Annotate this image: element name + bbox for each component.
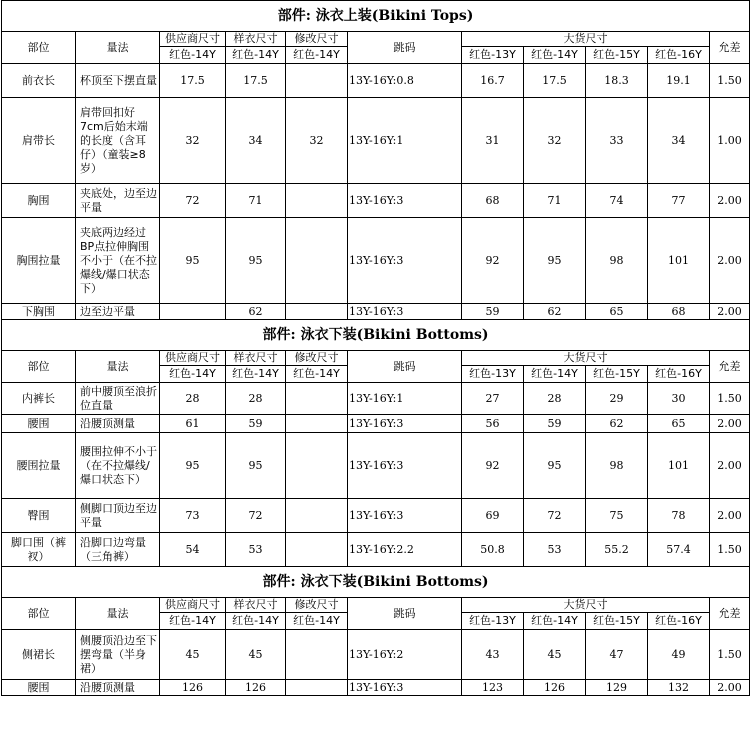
header-color-size: 红色-13Y [462, 366, 524, 383]
header-color-size: 红色-14Y [226, 366, 286, 383]
cell-size-14y: 32 [524, 98, 586, 184]
cell-size-16y: 101 [648, 433, 710, 499]
cell-sample-size: 28 [226, 383, 286, 415]
cell-supplier-size: 95 [160, 218, 226, 304]
size-spec-table [1, 0, 750, 696]
cell-method: 肩带回扣好7cm后始末端的长度（含耳仔）（童装≥8岁） [76, 98, 160, 184]
cell-modified-size [286, 533, 348, 567]
cell-tolerance: 2.00 [710, 184, 750, 218]
cell-method: 杯顶至下摆直量 [76, 64, 160, 98]
cell-sample-size: 126 [226, 680, 286, 696]
header-bulk-size: 大货尺寸 [462, 351, 710, 366]
cell-supplier-size: 95 [160, 433, 226, 499]
cell-part: 胸围 [2, 184, 76, 218]
cell-size-13y: 16.7 [462, 64, 524, 98]
cell-jump: 13Y-16Y:2 [348, 630, 462, 680]
cell-jump: 13Y-16Y:1 [348, 98, 462, 184]
cell-supplier-size: 72 [160, 184, 226, 218]
cell-size-13y: 68 [462, 184, 524, 218]
cell-sample-size: 72 [226, 499, 286, 533]
header-jump: 跳码 [348, 32, 462, 64]
header-modified-size: 修改尺寸 [286, 32, 348, 47]
cell-method: 边至边平量 [76, 304, 160, 320]
cell-size-13y: 59 [462, 304, 524, 320]
cell-jump: 13Y-16Y:1 [348, 383, 462, 415]
header-row [2, 32, 750, 47]
cell-method: 沿腰顶测量 [76, 415, 160, 433]
header-color-size: 红色-16Y [648, 47, 710, 64]
cell-part: 脚口围（裤衩） [2, 533, 76, 567]
cell-size-14y: 126 [524, 680, 586, 696]
cell-size-13y: 27 [462, 383, 524, 415]
cell-size-15y: 55.2 [586, 533, 648, 567]
cell-tolerance: 1.50 [710, 64, 750, 98]
cell-size-13y: 69 [462, 499, 524, 533]
header-color-size: 红色-14Y [286, 47, 348, 64]
cell-size-14y: 72 [524, 499, 586, 533]
section-title-row [2, 567, 750, 598]
header-color-size: 红色-14Y [524, 613, 586, 630]
cell-size-14y: 62 [524, 304, 586, 320]
cell-method: 夹底两边经过BP点拉伸胸围不小于（在不拉爆线/爆口状态下） [76, 218, 160, 304]
header-bulk-size: 大货尺寸 [462, 598, 710, 613]
table-row [2, 499, 750, 533]
cell-part: 下胸围 [2, 304, 76, 320]
header-sample-size: 样衣尺寸 [226, 598, 286, 613]
cell-sample-size: 53 [226, 533, 286, 567]
cell-sample-size: 34 [226, 98, 286, 184]
cell-tolerance: 2.00 [710, 433, 750, 499]
cell-tolerance: 2.00 [710, 415, 750, 433]
header-jump: 跳码 [348, 598, 462, 630]
header-color-size: 红色-14Y [286, 366, 348, 383]
cell-method: 腰围拉伸不小于（在不拉爆线/爆口状态下） [76, 433, 160, 499]
cell-sample-size: 17.5 [226, 64, 286, 98]
cell-sample-size: 62 [226, 304, 286, 320]
cell-sample-size: 59 [226, 415, 286, 433]
cell-method: 沿脚口边弯量（三角裤） [76, 533, 160, 567]
cell-method: 夹底处，边至边平量 [76, 184, 160, 218]
table-row [2, 415, 750, 433]
cell-size-15y: 129 [586, 680, 648, 696]
cell-sample-size: 71 [226, 184, 286, 218]
header-color-size: 红色-13Y [462, 47, 524, 64]
cell-size-15y: 29 [586, 383, 648, 415]
cell-size-13y: 50.8 [462, 533, 524, 567]
cell-tolerance: 2.00 [710, 680, 750, 696]
header-supplier-size: 供应商尺寸 [160, 351, 226, 366]
header-color-size: 红色-14Y [160, 366, 226, 383]
cell-jump: 13Y-16Y:2.2 [348, 533, 462, 567]
header-method: 量法 [76, 598, 160, 630]
cell-size-16y: 65 [648, 415, 710, 433]
cell-supplier-size [160, 304, 226, 320]
cell-jump: 13Y-16Y:3 [348, 218, 462, 304]
cell-size-14y: 95 [524, 433, 586, 499]
header-supplier-size: 供应商尺寸 [160, 598, 226, 613]
table-row [2, 64, 750, 98]
header-color-size: 红色-14Y [286, 613, 348, 630]
header-jump: 跳码 [348, 351, 462, 383]
header-modified-size: 修改尺寸 [286, 598, 348, 613]
cell-size-15y: 98 [586, 433, 648, 499]
cell-size-15y: 18.3 [586, 64, 648, 98]
cell-size-16y: 49 [648, 630, 710, 680]
cell-sample-size: 95 [226, 218, 286, 304]
cell-supplier-size: 54 [160, 533, 226, 567]
cell-supplier-size: 17.5 [160, 64, 226, 98]
header-color-size: 红色-16Y [648, 613, 710, 630]
header-color-size: 红色-14Y [160, 613, 226, 630]
cell-supplier-size: 32 [160, 98, 226, 184]
table-row [2, 98, 750, 184]
cell-modified-size [286, 415, 348, 433]
cell-modified-size: 32 [286, 98, 348, 184]
cell-supplier-size: 45 [160, 630, 226, 680]
cell-size-14y: 59 [524, 415, 586, 433]
cell-supplier-size: 73 [160, 499, 226, 533]
header-color-size: 红色-15Y [586, 47, 648, 64]
cell-modified-size [286, 64, 348, 98]
table-row [2, 383, 750, 415]
cell-size-14y: 28 [524, 383, 586, 415]
cell-modified-size [286, 218, 348, 304]
cell-part: 腰围 [2, 680, 76, 696]
section-title: 部件: 泳衣下装(Bikini Bottoms) [2, 567, 750, 598]
header-tolerance: 允差 [710, 351, 750, 383]
cell-size-16y: 34 [648, 98, 710, 184]
cell-size-15y: 47 [586, 630, 648, 680]
cell-size-14y: 17.5 [524, 64, 586, 98]
cell-size-15y: 62 [586, 415, 648, 433]
table-row [2, 433, 750, 499]
cell-part: 侧裙长 [2, 630, 76, 680]
header-color-size: 红色-16Y [648, 366, 710, 383]
cell-size-13y: 56 [462, 415, 524, 433]
cell-sample-size: 45 [226, 630, 286, 680]
header-part: 部位 [2, 32, 76, 64]
cell-tolerance: 2.00 [710, 218, 750, 304]
cell-jump: 13Y-16Y:3 [348, 433, 462, 499]
header-color-size: 红色-15Y [586, 613, 648, 630]
header-modified-size: 修改尺寸 [286, 351, 348, 366]
cell-part: 腰围 [2, 415, 76, 433]
table-row [2, 304, 750, 320]
header-color-size: 红色-14Y [160, 47, 226, 64]
header-tolerance: 允差 [710, 32, 750, 64]
cell-tolerance: 1.50 [710, 630, 750, 680]
cell-size-16y: 30 [648, 383, 710, 415]
section-title-row [2, 1, 750, 32]
cell-method: 侧腰顶沿边至下摆弯量（半身裙） [76, 630, 160, 680]
cell-size-13y: 123 [462, 680, 524, 696]
header-color-size: 红色-15Y [586, 366, 648, 383]
cell-tolerance: 1.50 [710, 383, 750, 415]
cell-part: 胸围拉量 [2, 218, 76, 304]
cell-size-16y: 101 [648, 218, 710, 304]
cell-size-15y: 65 [586, 304, 648, 320]
cell-modified-size [286, 184, 348, 218]
header-bulk-size: 大货尺寸 [462, 32, 710, 47]
header-color-size: 红色-14Y [524, 366, 586, 383]
header-supplier-size: 供应商尺寸 [160, 32, 226, 47]
section-title-row [2, 320, 750, 351]
cell-part: 肩带长 [2, 98, 76, 184]
cell-modified-size [286, 383, 348, 415]
cell-size-13y: 43 [462, 630, 524, 680]
cell-modified-size [286, 499, 348, 533]
table-row [2, 184, 750, 218]
cell-size-14y: 71 [524, 184, 586, 218]
cell-jump: 13Y-16Y:3 [348, 680, 462, 696]
cell-size-16y: 77 [648, 184, 710, 218]
cell-size-16y: 78 [648, 499, 710, 533]
cell-method: 沿腰顶测量 [76, 680, 160, 696]
cell-part: 腰围拉量 [2, 433, 76, 499]
cell-size-13y: 92 [462, 433, 524, 499]
header-sample-size: 样衣尺寸 [226, 351, 286, 366]
cell-jump: 13Y-16Y:3 [348, 499, 462, 533]
header-method: 量法 [76, 351, 160, 383]
cell-tolerance: 2.00 [710, 304, 750, 320]
size-spec-sheet [1, 0, 749, 696]
header-part: 部位 [2, 598, 76, 630]
cell-jump: 13Y-16Y:3 [348, 184, 462, 218]
cell-size-13y: 92 [462, 218, 524, 304]
cell-modified-size [286, 433, 348, 499]
cell-part: 内裤长 [2, 383, 76, 415]
table-row [2, 630, 750, 680]
cell-method: 前中腰顶至浪折位直量 [76, 383, 160, 415]
cell-tolerance: 1.00 [710, 98, 750, 184]
cell-modified-size [286, 304, 348, 320]
header-sample-size: 样衣尺寸 [226, 32, 286, 47]
cell-modified-size [286, 680, 348, 696]
cell-tolerance: 1.50 [710, 533, 750, 567]
header-color-size: 红色-14Y [226, 613, 286, 630]
cell-modified-size [286, 630, 348, 680]
header-row [2, 598, 750, 613]
table-row [2, 218, 750, 304]
cell-size-14y: 45 [524, 630, 586, 680]
cell-supplier-size: 126 [160, 680, 226, 696]
cell-sample-size: 95 [226, 433, 286, 499]
cell-supplier-size: 28 [160, 383, 226, 415]
cell-size-16y: 132 [648, 680, 710, 696]
cell-size-15y: 33 [586, 98, 648, 184]
header-tolerance: 允差 [710, 598, 750, 630]
header-part: 部位 [2, 351, 76, 383]
cell-size-16y: 19.1 [648, 64, 710, 98]
header-method: 量法 [76, 32, 160, 64]
cell-jump: 13Y-16Y:3 [348, 304, 462, 320]
cell-size-15y: 74 [586, 184, 648, 218]
header-color-size: 红色-14Y [524, 47, 586, 64]
cell-method: 侧脚口顶边至边平量 [76, 499, 160, 533]
section-title: 部件: 泳衣下装(Bikini Bottoms) [2, 320, 750, 351]
section-title: 部件: 泳衣上装(Bikini Tops) [2, 1, 750, 32]
cell-size-14y: 95 [524, 218, 586, 304]
header-color-size: 红色-13Y [462, 613, 524, 630]
cell-part: 前衣长 [2, 64, 76, 98]
cell-supplier-size: 61 [160, 415, 226, 433]
cell-size-15y: 98 [586, 218, 648, 304]
cell-part: 臀围 [2, 499, 76, 533]
header-row [2, 351, 750, 366]
cell-size-16y: 68 [648, 304, 710, 320]
cell-jump: 13Y-16Y:0.8 [348, 64, 462, 98]
header-color-size: 红色-14Y [226, 47, 286, 64]
cell-size-16y: 57.4 [648, 533, 710, 567]
cell-size-14y: 53 [524, 533, 586, 567]
table-row [2, 533, 750, 567]
cell-size-13y: 31 [462, 98, 524, 184]
cell-tolerance: 2.00 [710, 499, 750, 533]
cell-size-15y: 75 [586, 499, 648, 533]
table-row [2, 680, 750, 696]
cell-jump: 13Y-16Y:3 [348, 415, 462, 433]
